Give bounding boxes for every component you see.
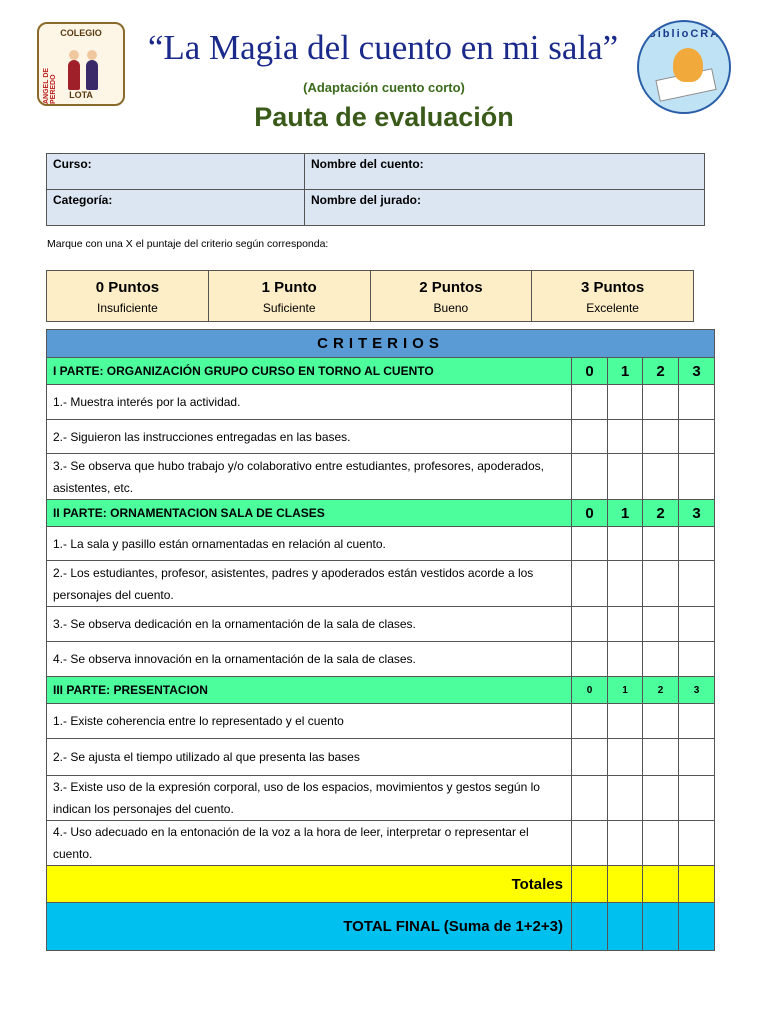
nombre-jurado-field[interactable]: Nombre del jurado: [305, 190, 705, 226]
final-cell[interactable] [572, 903, 608, 951]
score-cell[interactable] [572, 454, 608, 500]
score-cell[interactable] [679, 527, 715, 561]
score-col-3: 3 [679, 358, 715, 385]
evaluation-title: Pauta de evaluación [254, 102, 514, 132]
score-cell[interactable] [643, 642, 679, 677]
score-cell[interactable] [679, 776, 715, 821]
score-cell[interactable] [608, 642, 643, 677]
score-cell[interactable] [572, 527, 608, 561]
part2-title: II PARTE: ORNAMENTACION SALA DE CLASES [47, 500, 572, 527]
criterion-item: 3.- Se observa dedicación en la ornamentación de la sala de clases. [47, 607, 572, 642]
subtitle: (Adaptación cuento corto) [303, 80, 465, 95]
score-cell[interactable] [608, 776, 643, 821]
logo-figure-head [69, 50, 79, 60]
score-cell[interactable] [679, 607, 715, 642]
scale-desc: Excelente [586, 301, 639, 315]
final-cell[interactable] [679, 903, 715, 951]
score-cell[interactable] [572, 642, 608, 677]
score-cell[interactable] [643, 420, 679, 454]
score-col-0: 0 [572, 500, 608, 527]
scale-0 [47, 271, 209, 322]
scale-1 [208, 271, 370, 322]
criterion-item: 1.- La sala y pasillo están ornamentadas en relación al cuento. [47, 527, 572, 561]
scale-desc: Insuficiente [97, 301, 158, 315]
score-cell[interactable] [608, 420, 643, 454]
score-cell[interactable] [572, 607, 608, 642]
criterion-item: 3.- Existe uso de la expresión corporal, uso de los espacios, movimientos y gestos según lo indican los personajes del cuento. [47, 776, 572, 821]
scale-desc: Bueno [433, 301, 469, 315]
categoria-field[interactable]: Categoría: [47, 190, 305, 226]
logo-figure-head [87, 50, 97, 60]
criterion-item: 2.- Los estudiantes, profesor, asistentes, padres y apoderados están vestidos acorde a los personajes del cuento. [47, 561, 572, 607]
school-logo-side-text: ANGEL DE PEREDO [43, 67, 57, 104]
criteria-header: CRITERIOS [47, 330, 715, 358]
score-col-1: 1 [608, 500, 643, 527]
score-col-0: 0 [572, 677, 608, 704]
totales-label: Totales [47, 866, 572, 903]
score-cell[interactable] [643, 704, 679, 739]
score-cell[interactable] [643, 821, 679, 866]
curso-field[interactable]: Curso: [47, 154, 305, 190]
school-logo-top-text: COLEGIO [60, 28, 102, 38]
score-cell[interactable] [608, 527, 643, 561]
score-cell[interactable] [643, 739, 679, 776]
score-cell[interactable] [608, 607, 643, 642]
score-cell[interactable] [643, 527, 679, 561]
score-cell[interactable] [643, 454, 679, 500]
criteria-table [46, 329, 715, 951]
final-cell[interactable] [608, 903, 643, 951]
scale-points: 1 Punto [261, 279, 317, 296]
total-cell[interactable] [572, 866, 608, 903]
score-cell[interactable] [679, 561, 715, 607]
score-col-1: 1 [608, 358, 643, 385]
criterion-item: 2.- Siguieron las instrucciones entregadas en las bases. [47, 420, 572, 454]
criterion-item: 1.- Muestra interés por la actividad. [47, 385, 572, 420]
score-cell[interactable] [643, 385, 679, 420]
score-cell[interactable] [572, 776, 608, 821]
school-logo-bottom-text: LOTA [69, 90, 93, 100]
page-title: “La Magia del cuento en mi sala” [147, 28, 619, 67]
score-cell[interactable] [608, 739, 643, 776]
scale-points: 0 Puntos [95, 279, 160, 296]
score-cell[interactable] [643, 776, 679, 821]
part1-title: I PARTE: ORGANIZACIÓN GRUPO CURSO EN TORNO AL CUENTO [47, 358, 572, 385]
scale-desc: Suficiente [262, 301, 316, 315]
criterion-item: 1.- Existe coherencia entre lo representado y el cuento [47, 704, 572, 739]
criterion-item: 3.- Se observa que hubo trabajo y/o colaborativo entre estudiantes, profesores, apoderados, asistentes, etc. [47, 454, 572, 500]
score-cell[interactable] [608, 704, 643, 739]
points-scale [46, 270, 694, 322]
criterion-item: 4.- Se observa innovación en la ornamentación de la sala de clases. [47, 642, 572, 677]
instruction-text: Marque con una X el puntaje del criterio según corresponda: [47, 238, 329, 250]
score-cell[interactable] [679, 420, 715, 454]
score-cell[interactable] [679, 454, 715, 500]
score-cell[interactable] [608, 561, 643, 607]
total-cell[interactable] [679, 866, 715, 903]
score-col-2: 2 [643, 358, 679, 385]
score-col-3: 3 [679, 500, 715, 527]
scale-2 [370, 271, 532, 322]
criterion-item: 4.- Uso adecuado en la entonación de la voz a la hora de leer, interpretar o representar el cuento. [47, 821, 572, 866]
score-cell[interactable] [643, 561, 679, 607]
score-cell[interactable] [572, 821, 608, 866]
score-cell[interactable] [679, 704, 715, 739]
score-cell[interactable] [572, 420, 608, 454]
score-cell[interactable] [572, 385, 608, 420]
nombre-cuento-field[interactable]: Nombre del cuento: [305, 154, 705, 190]
scale-points: 2 Puntos [419, 279, 483, 296]
scale-3 [532, 271, 694, 322]
score-col-2: 2 [643, 500, 679, 527]
score-cell[interactable] [608, 454, 643, 500]
biblio-cra-logo-text: BiblioCRA [647, 28, 721, 40]
score-cell[interactable] [679, 739, 715, 776]
score-cell[interactable] [643, 607, 679, 642]
biblio-cra-logo [637, 20, 731, 114]
score-cell[interactable] [608, 385, 643, 420]
score-cell[interactable] [679, 821, 715, 866]
total-final-label: TOTAL FINAL (Suma de 1+2+3) [47, 903, 572, 951]
part3-title: III PARTE: PRESENTACION [47, 677, 572, 704]
scale-points: 3 Puntos [580, 279, 645, 296]
score-cell[interactable] [572, 739, 608, 776]
score-col-1: 1 [608, 677, 643, 704]
info-table [46, 153, 705, 226]
score-cell[interactable] [608, 821, 643, 866]
score-col-3: 3 [679, 677, 715, 704]
total-cell[interactable] [643, 866, 679, 903]
score-cell[interactable] [679, 385, 715, 420]
bookworm-icon [673, 48, 703, 82]
criterion-item: 2.- Se ajusta el tiempo utilizado al que presenta las bases [47, 739, 572, 776]
total-cell[interactable] [608, 866, 643, 903]
score-col-0: 0 [572, 358, 608, 385]
score-col-2: 2 [643, 677, 679, 704]
score-cell[interactable] [572, 561, 608, 607]
score-cell[interactable] [572, 704, 608, 739]
final-cell[interactable] [643, 903, 679, 951]
score-cell[interactable] [679, 642, 715, 677]
